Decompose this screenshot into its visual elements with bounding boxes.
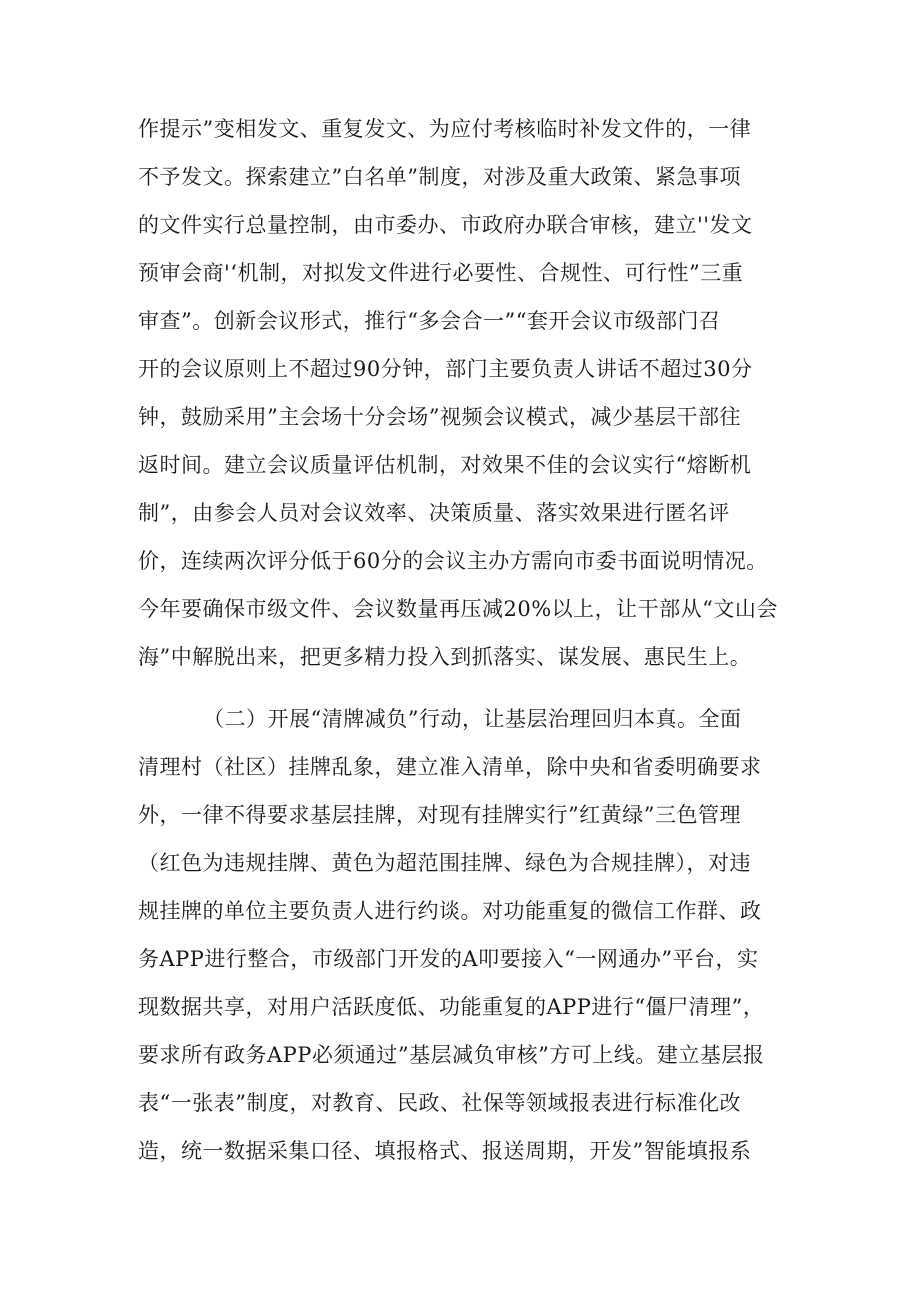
paragraph-2-line-5: 规挂牌的单位主要负责人进行约谈。对功能重复的微信工作群、政: [138, 899, 762, 923]
paragraph-1-line-8: 返时间。建立会议质量评估机制，对效果不佳的会议实行“熔断机: [138, 453, 752, 477]
paragraph-1-line-12: 海”中解脱出来，把更多精力投入到抓落实、谋发展、惠民生上。: [138, 645, 752, 669]
paragraph-2-line-10: 造，统一数据采集口径、填报格式、报送周期，开发”智能填报系: [138, 1139, 752, 1163]
paragraph-1-line-2: 不予发文。探索建立”白名单”制度，对涉及重大政策、紧急事项: [138, 165, 741, 189]
paragraph-2-line-2: 清理村（社区）挂牌乱象，建立准入清单，除中央和省委明确要求: [138, 755, 762, 779]
paragraph-1-line-7: 钟，鼓励采用”主会场十分会场”视频会议模式，减少基层干部往: [138, 405, 741, 429]
paragraph-2-line-1: （二）开展“清牌减负”行动，让基层治理回归本真。全面: [203, 707, 742, 731]
paragraph-2-line-8: 要求所有政务APP必须通过”基层减负审核”方可上线。建立基层报: [138, 1043, 765, 1067]
paragraph-1-line-5: 审查”。创新会议形式，推行“多会合一”“套开会议市级部门召: [138, 309, 721, 333]
paragraph-1-line-11: 今年要确保市级文件、会议数量再压减20%以上，让干部从“文山会: [138, 597, 778, 621]
paragraph-1-line-10: 价，连续两次评分低于60分的会议主办方需向市委书面说明情况。: [138, 549, 768, 573]
paragraph-2-line-7: 现数据共享，对用户活跃度低、功能重复的APP进行“僵尸清理”，: [138, 995, 765, 1019]
paragraph-2-line-6: 务APP进行整合，市级部门开发的A叩要接入“一网通办”平台，实: [138, 947, 759, 971]
paragraph-2-line-3: 外，一律不得要求基层挂牌，对现有挂牌实行”红黄绿”三色管理: [138, 803, 741, 827]
paragraph-1-line-9: 制”，由参会人员对会议效率、决策质量、落实效果进行匿名评: [138, 501, 730, 525]
paragraph-1-line-6: 开的会议原则上不超过90分钟，部门主要负责人讲话不超过30分: [138, 357, 753, 381]
paragraph-2-line-4: （红色为违规挂牌、黄色为超范围挂牌、绿色为合规挂牌），对违: [138, 851, 751, 875]
paragraph-1-line-4: 预审会商'‘机制，对拟发文件进行必要性、合规性、可行性”三重: [138, 261, 744, 285]
paragraph-1-line-3: 的文件实行总量控制，由市委办、市政府办联合审核，建立''发文: [138, 213, 753, 237]
paragraph-1-line-1: 作提示”变相发文、重复发文、为应付考核临时补发文件的，一律: [138, 117, 752, 141]
paragraph-2-line-9: 表“一张表”制度，对教育、民政、社保等领域报表进行标准化改: [138, 1091, 741, 1115]
